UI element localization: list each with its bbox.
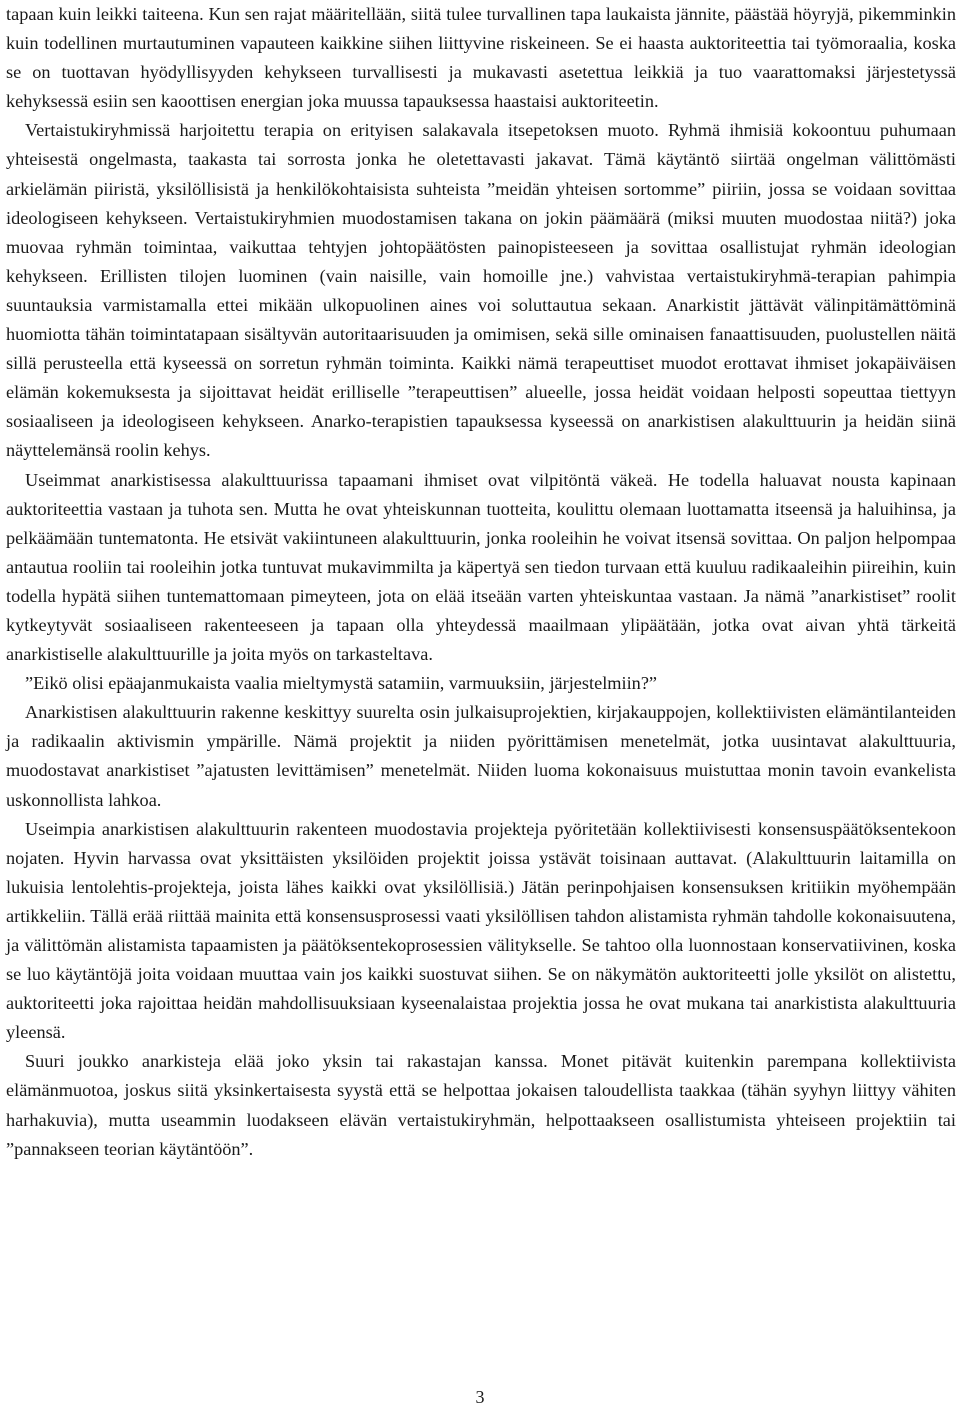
paragraph-7: Suuri joukko anarkisteja elää joko yksin tai rakastajan kanssa. Monet pitävät kuitenkin parempana kollektiivista elämänmuotoa, joskus siitä yksinkertaisesta syystä että se helpottaa jokaisen taloudellista taakkaa (tähän syyhyn liittyy vähiten harhakuvia), mutta useammin luodakseen elävän vertaistukiryhmän, helpottaakseen osallistumista yhteiseen projektiin tai ”pannakseen teorian käytäntöön”. [6,1051,956,1159]
paragraph-5: Anarkistisen alakulttuurin rakenne keskittyy suurelta osin julkaisuprojektien, kirjakauppojen, kollektiivisten elämäntilanteiden ja radikaalin aktivismin ympärille. Nämä projektit ja niiden pyörittämisen menetelmät, jotka uusintavat alakulttuuria, muodostavat anarkistiset ”ajatusten levittämisen” menetelmät. Niiden luoma kokonaisuus muistuttaa monin tavoin evankelista uskonnollista lahkoa. [6,702,956,810]
body-text [6,0,956,1164]
paragraph-6: Useimpia anarkistisen alakulttuurin rakenteen muodostavia projekteja pyöritetään kollektiivisesti konsensuspäätöksentekoon nojaten. Hyvin harvassa ovat yksittäisten yksilöiden projektit joissa ystävät toisinaan auttavat. (Alakulttuurin laitamilla on lukuisia lentolehtis-projekteja, joista lähes kaikki ovat yksilöllisiä.) Jätän perinpohjaisen konsensuksen kritiikin myöhempään artikkeliin. Tällä erää riittää mainita että konsensusprosessi vaati yksilöllisen tahdon alistamista ryhmän tahdolle kokonaisuutena, ja välittömän alistamista tapaamisten ja päätöksentekoprosessien välitykselle. Se tahtoo olla luonnostaan konservatiivinen, koska se luo käytäntöjä joita voidaan muuttaa vain jos kaikki suostuvat siihen. Se on näkymätön auktoriteetti jolle yksilöt on alistettu, auktoriteetti joka rajoittaa heidän mahdollisuuksiaan kyseenalaistaa projektia jossa he ovat mukana tai anarkistista alakulttuuria yleensä. [6,818,956,1043]
paragraph-3: Useimmat anarkistisessa alakulttuurissa tapaamani ihmiset ovat vilpitöntä väkeä. He todella haluavat nousta kapinaan auktoriteettia vastaan ja tuhota sen. Mutta he ovat yhteiskunnan tuotteita, koulittu olemaan luottamatta itseensä ja haluihinsa, ja pelkäämään tuntematonta. He etsivät vakiintuneen alakulttuurin, jonka rooleihin he voivat itsensä sovittaa. On paljon helpompaa antautua rooliin tai rooleihin jotka tuntuvat mukavimmilta ja käpertyä sen tiedon turvaan että kuuluu radikaaleihin piireihin, kuin todella hypätä siihen tuntemattomaan pimeyteen, jota on elää itseään varten yhteiskuntaa vastaan. Ja nämä ”anarkistiset” roolit kytkeytyvät sosiaaliseen rakenteeseen ja tapaan olla yhteydessä maailmaan ylipäätään, jotka ovat aivan yhtä tärkeitä anarkistiselle alakulttuurille ja joita myös on tarkasteltava. [6,469,956,665]
paragraph-2: Vertaistukiryhmissä harjoitettu terapia on erityisen salakavala itsepetoksen muoto. Ryhmä ihmisiä kokoontuu puhumaan yhteisestä ongelmasta, taakasta tai sorrosta jonka he oletettavasti jakavat. Tämä käytäntö siirtää ongelman välittömästi arkielämän piiristä, yksilöllisistä ja henkilökohtaisista suhteista ”meidän yhteisen sortomme” piiriin, jossa se voidaan sovittaa ideologiseen kehykseen. Vertaistukiryhmien muodostamisen takana on jokin päämäärä (miksi muuten muodostaa niitä?) joka muovaa ryhmän toimintaa, vaikuttaa tehtyjen johtopäätösten painopisteeseen ja sovittaa osallistujat ryhmän ideologian kehykseen. Erillisten tilojen luominen (vain naisille, vain homoille jne.) vahvistaa vertaistukiryhmä-terapian pahimpia suuntauksia varmistamalla ettei mikään ulkopuolinen aines voi soluttautua sekaan. Anarkistit jättävät välinpitämättöminä huomiotta tähän toimintatapaan sisältyvän autoritaarisuuden ja omimisen, sekä sille ominaisen fanaattisuuden, puolustellen näitä sillä perusteella että kyseessä on sorretun ryhmän toiminta. Kaikki nämä terapeuttiset muodot erottavat ihmiset jokapäiväisen elämän kokemuksesta ja sijoittavat heidät erilliselle ”terapeuttisen” alueelle, jossa heidät voidaan helposti sopeuttaa tiettyyn sosiaaliseen ja ideologiseen kehykseen. Anarko-terapistien tapauksessa kyseessä on anarkistisen alakulttuurin ja heidän siinä näyttelemänsä roolin kehys. [6,120,956,461]
page-number: 3 [475,1387,485,1407]
paragraph-1: tapaan kuin leikki taiteena. Kun sen rajat määritellään, siitä tulee turvallinen tapa laukaista jännite, päästää höyryjä, pikemminkin kuin todellinen murtautuminen vapauteen kaikkine siihen liittyvine riskeineen. Se ei haasta auktoriteettia tai työmoraalia, koska se on tuottavan hyödyllisyyden kehykseen turvallisesti ja mukavasti asetettua leikkiä ja tuo vaarattomaksi järjestetyssä kehyksessä esiin sen kaoottisen energian joka muussa tapauksessa haastaisi auktoriteetin. [6,4,956,112]
paragraph-4-quote: ”Eikö olisi epäajanmukaista vaalia mieltymystä satamiin, varmuuksiin, järjestelmiin?” [25,673,658,694]
document-page [6,0,956,1164]
